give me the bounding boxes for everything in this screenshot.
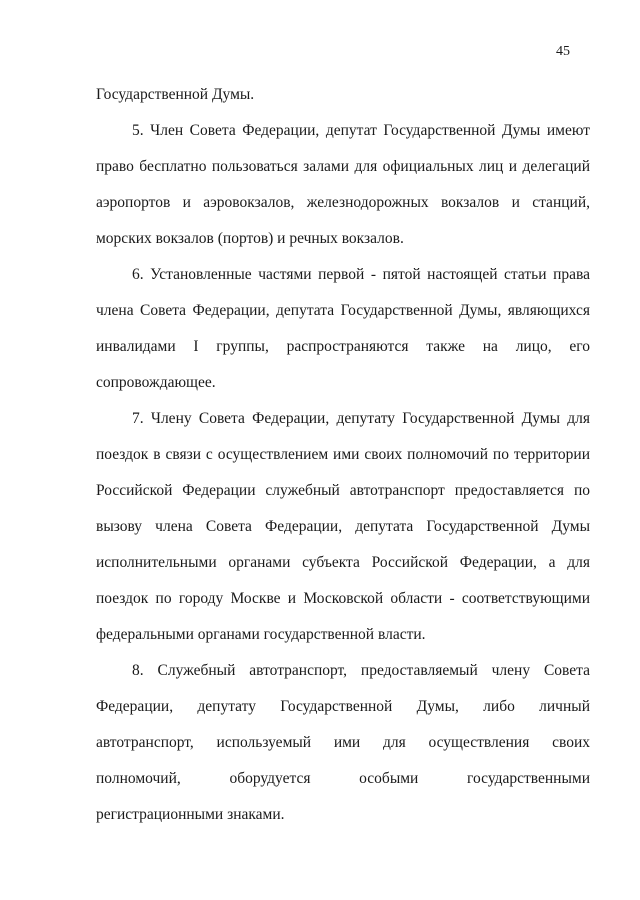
text-line: 7. Члену Совета Федерации, депутату Государственной Думы для bbox=[132, 410, 590, 427]
text-line: Федерации, депутату Государственной Думы, либо личный bbox=[96, 698, 590, 715]
text-line: Российской Федерации служебный автотранспорт предоставляется по bbox=[96, 482, 590, 499]
text-line: инвалидами I группы, распространяются также на лицо, его bbox=[96, 338, 590, 355]
text-line: сопровождающее. bbox=[96, 374, 216, 391]
paragraph-6 bbox=[96, 257, 590, 401]
text-line: регистрационными знаками. bbox=[96, 806, 285, 823]
text-line: 6. Установленные частями первой - пятой настоящей статьи права bbox=[132, 266, 590, 283]
paragraph-continuation bbox=[96, 77, 590, 113]
text-line: вызову члена Совета Федерации, депутата Государственной Думы bbox=[96, 518, 590, 535]
text-line: морских вокзалов (портов) и речных вокзалов. bbox=[96, 230, 404, 247]
paragraph-7 bbox=[96, 401, 590, 653]
text-line: поездок по городу Москве и Московской области - соответствующими bbox=[96, 590, 590, 607]
text-line: 5. Член Совета Федерации, депутат Государственной Думы имеют bbox=[132, 122, 590, 139]
text-line: автотранспорт, используемый ими для осуществления своих bbox=[96, 734, 590, 751]
text-line: поездок в связи с осуществлением ими своих полномочий по территории bbox=[96, 446, 590, 463]
text-line: полномочий, оборудуется особыми государственными bbox=[96, 770, 590, 787]
text-line: 8. Служебный автотранспорт, предоставляемый члену Совета bbox=[132, 662, 590, 679]
paragraph-5 bbox=[96, 113, 590, 257]
page-number: 45 bbox=[556, 44, 570, 59]
text-line: члена Совета Федерации, депутата Государственной Думы, являющихся bbox=[96, 302, 590, 319]
text-line: аэропортов и аэровокзалов, железнодорожных вокзалов и станций, bbox=[96, 194, 590, 211]
text-line: Государственной Думы. bbox=[96, 86, 255, 103]
text-line: федеральными органами государственной власти. bbox=[96, 626, 426, 643]
paragraph-8 bbox=[96, 653, 590, 833]
document-body bbox=[96, 77, 590, 833]
text-line: право бесплатно пользоваться залами для официальных лиц и делегаций bbox=[96, 158, 590, 175]
text-line: исполнительными органами субъекта Российской Федерации, а для bbox=[96, 554, 590, 571]
